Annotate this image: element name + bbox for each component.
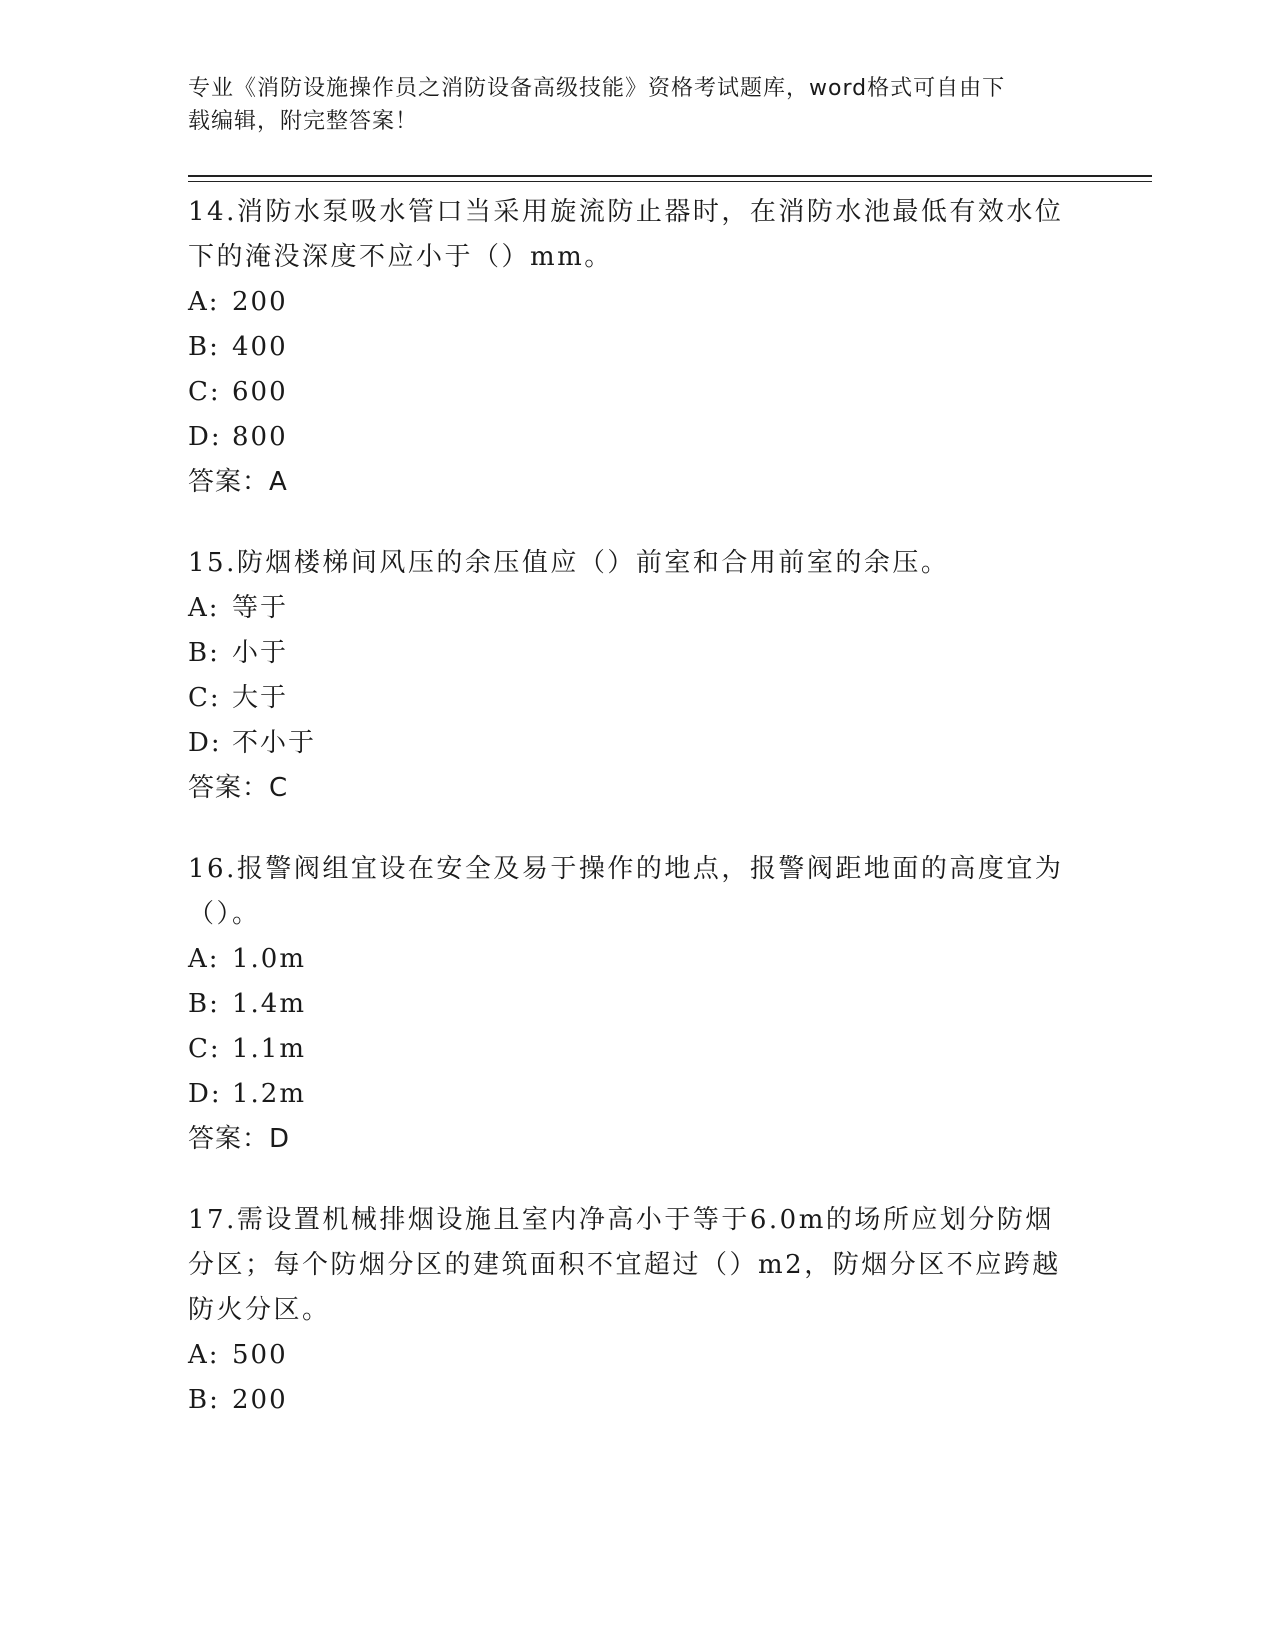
option-text: 600	[232, 377, 288, 407]
document-header	[188, 72, 1068, 138]
option-letter: D:	[188, 728, 222, 758]
option-letter: A:	[188, 287, 220, 317]
answer-line: 答案：A	[188, 467, 288, 497]
answer-line: 答案：D	[188, 1124, 291, 1154]
header-divider-thin	[188, 181, 1152, 182]
question-stem-line: 15.防烟楼梯间风压的余压值应（）前室和合用前室的余压。	[188, 548, 950, 578]
option-text: 1.1m	[232, 1034, 307, 1064]
option-text: 1.0m	[232, 944, 307, 974]
option-b	[188, 1378, 1088, 1423]
option-b	[188, 325, 1088, 370]
option-text: 200	[232, 1385, 288, 1415]
option-text: 不小于	[232, 728, 317, 758]
question-17	[188, 1198, 1088, 1423]
option-letter: D:	[188, 1079, 222, 1109]
question-stem-line: （）。	[188, 899, 261, 929]
option-letter: D:	[188, 422, 222, 452]
answer-line: 答案：C	[188, 773, 289, 803]
option-letter: C:	[188, 683, 221, 713]
option-text: 500	[232, 1340, 288, 1370]
option-c	[188, 676, 1088, 721]
question-15	[188, 541, 1088, 811]
option-letter: B:	[188, 1385, 220, 1415]
question-stem-line: 14.消防水泵吸水管口当采用旋流防止器时，在消防水池最低有效水位	[188, 197, 1064, 227]
option-d	[188, 1072, 1088, 1117]
option-letter: B:	[188, 332, 220, 362]
option-text: 400	[232, 332, 288, 362]
option-text: 大于	[232, 683, 289, 713]
option-c	[188, 1027, 1088, 1072]
option-a	[188, 937, 1088, 982]
option-a	[188, 280, 1088, 325]
option-letter: C:	[188, 377, 221, 407]
option-text: 小于	[232, 638, 289, 668]
header-divider-thick	[188, 175, 1152, 177]
option-a	[188, 1333, 1088, 1378]
option-letter: B:	[188, 638, 220, 668]
option-text: 等于	[232, 593, 289, 623]
question-stem-line: 16.报警阀组宜设在安全及易于操作的地点，报警阀距地面的高度宜为	[188, 854, 1064, 884]
option-letter: A:	[188, 593, 220, 623]
option-text: 200	[232, 287, 288, 317]
option-d	[188, 721, 1088, 766]
option-c	[188, 370, 1088, 415]
option-text: 1.4m	[232, 989, 307, 1019]
option-letter: C:	[188, 1034, 221, 1064]
question-14	[188, 190, 1088, 505]
header-line-1: 专业《消防设施操作员之消防设备高级技能》资格考试题库，word格式可自由下	[188, 76, 1006, 101]
header-line-2: 载编辑，附完整答案！	[188, 109, 419, 134]
option-a	[188, 586, 1088, 631]
question-stem-line: 分区；每个防烟分区的建筑面积不宜超过（）m2，防烟分区不应跨越	[188, 1250, 1061, 1280]
option-letter: A:	[188, 944, 220, 974]
option-letter: A:	[188, 1340, 220, 1370]
option-d	[188, 415, 1088, 460]
question-stem-line: 17.需设置机械排烟设施且室内净高小于等于6.0m的场所应划分防烟	[188, 1205, 1054, 1235]
option-b	[188, 982, 1088, 1027]
option-text: 800	[232, 422, 288, 452]
option-text: 1.2m	[232, 1079, 307, 1109]
option-b	[188, 631, 1088, 676]
question-stem-line: 下的淹没深度不应小于（）mm。	[188, 242, 613, 272]
question-16	[188, 847, 1088, 1162]
option-letter: B:	[188, 989, 220, 1019]
question-stem-line: 防火分区。	[188, 1295, 331, 1325]
question-list	[188, 190, 1088, 1459]
